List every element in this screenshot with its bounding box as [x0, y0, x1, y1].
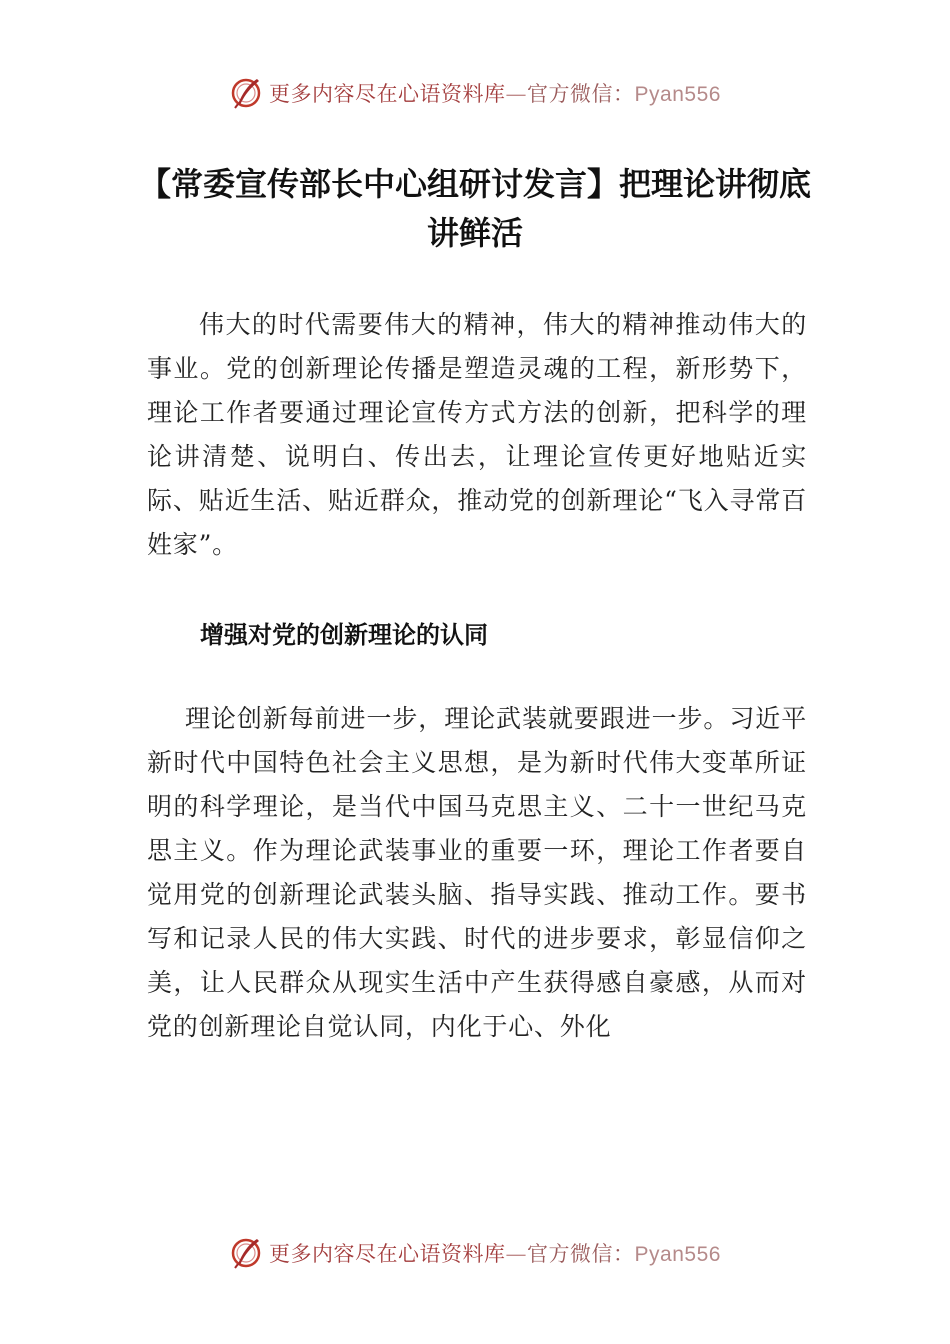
section-heading: 增强对党的创新理论的认同	[200, 621, 488, 649]
banner-site-text: 更多内容尽在心语资料库	[269, 82, 506, 106]
section-paragraph: 理论创新每前进一步，理论武装就要跟进一步。习近平新时代中国特色社会主义思想，是为新时代伟大变革所证明的科学理论，是当代中国马克思主义、二十一世纪马克思主义。作为理论武装事业的重要一环，理论工作者要自觉用党的创新理论武装头脑、指导实践、推动工作。要书写和记录人民的伟大实践、时代的进步要求，彰显信仰之美，让人民群众从现实生活中产生获得感自豪感，从而对党的创新理论自觉认同，内化于心、外化	[147, 704, 807, 1041]
banner-wechat-label: 官方微信：	[527, 1242, 635, 1266]
banner-text	[269, 78, 721, 108]
document-title: 【常委宣传部长中心组研讨发言】把理论讲彻底讲鲜活	[138, 165, 811, 252]
quill-logo-icon	[229, 76, 263, 110]
banner-separator: —	[505, 1242, 528, 1266]
quill-logo-icon	[229, 1236, 263, 1270]
intro-paragraph: 伟大的时代需要伟大的精神，伟大的精神推动伟大的事业。党的创新理论传播是塑造灵魂的工程，新形势下，理论工作者要通过理论宣传方式方法的创新，把科学的理论讲清楚、说明白、传出去，让理论宣传更好地贴近实际、贴近生活、贴近群众，推动党的创新理论“飞入寻常百姓家”。	[147, 310, 807, 559]
banner-wechat-id: Pyan556	[634, 83, 721, 106]
banner-wechat-label: 官方微信：	[527, 82, 635, 106]
header-banner	[0, 68, 950, 118]
banner-text	[269, 1238, 721, 1268]
banner-separator: —	[505, 82, 528, 106]
banner-wechat-id: Pyan556	[634, 1243, 721, 1266]
footer-banner	[0, 1228, 950, 1278]
banner-site-text: 更多内容尽在心语资料库	[269, 1242, 506, 1266]
